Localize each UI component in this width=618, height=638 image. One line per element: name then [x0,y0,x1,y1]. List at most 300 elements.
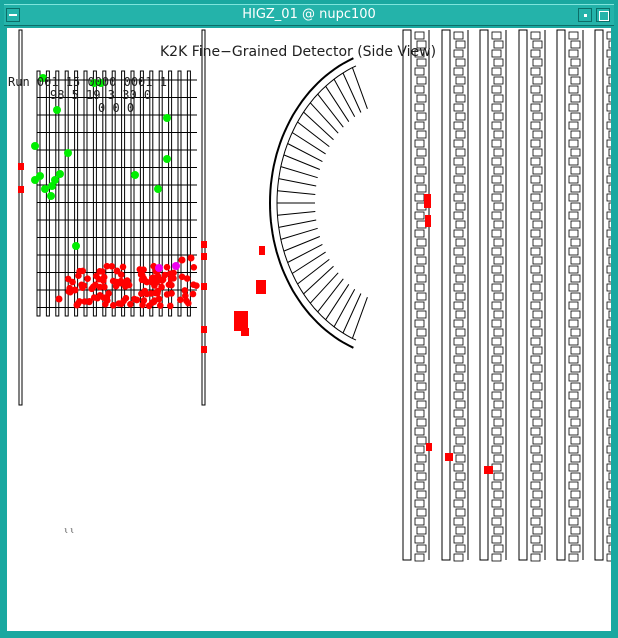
mrd-block [609,59,611,66]
mrd-block [607,284,611,291]
mrd-block [609,167,611,174]
mrd-block [454,104,463,111]
mrd-block [415,212,424,219]
mrd-block [492,518,501,525]
mrd-block [454,284,463,291]
mrd-block [456,41,465,48]
red-hit [114,268,121,275]
mrd-block [494,527,503,534]
mrd-block [571,257,580,264]
mrd-block [492,194,501,201]
mrd-block [492,338,501,345]
mrd-block [415,428,424,435]
mrd-block [492,50,501,57]
mrd-block [607,32,611,39]
mrd-block [531,446,540,453]
mrd-block [492,140,501,147]
mrd-block [609,293,611,300]
calorimeter-spoke [352,68,367,109]
mrd-block [456,275,465,282]
mrd-block [607,482,611,489]
mrd-block [415,86,424,93]
mrd-block [607,266,611,273]
mrd-block [492,464,501,471]
red-hit [69,279,76,286]
mrd-block [494,491,503,498]
mrd-block [492,158,501,165]
calorimeter-spoke [310,103,338,133]
mrd-block [415,158,424,165]
red-hit [80,268,87,275]
calorimeter-spoke [298,122,330,147]
mrd-block [456,167,465,174]
rail-hit [201,283,207,290]
green-hit [51,176,59,184]
red-hit [167,303,174,310]
mrd-block [417,527,426,534]
mrd-block [417,293,426,300]
mrd-block [571,275,580,282]
mrd-block [454,32,463,39]
mrd-block [531,122,540,129]
mrd-block [494,113,503,120]
mrd-block [569,266,578,273]
minimize-button[interactable] [578,8,592,22]
green-hit [64,149,72,157]
mrd-block [417,185,426,192]
mrd-block [607,248,611,255]
mrd-block [454,464,463,471]
mrd-block [454,50,463,57]
mrd-block [569,428,578,435]
mrd-block [571,185,580,192]
mrd-block [569,32,578,39]
mrd-block [607,194,611,201]
mrd-block [531,428,540,435]
mrd-block [417,59,426,66]
mrd-block [494,167,503,174]
mrd-block [607,338,611,345]
mrd-block [533,491,542,498]
mrd-block [569,500,578,507]
calorimeter-spoke [343,73,361,113]
mrd-block [607,464,611,471]
mrd-block [533,239,542,246]
mrd-block [533,365,542,372]
mrd-block [492,446,501,453]
mrd-block [454,536,463,543]
mrd-block [609,113,611,120]
mrd-block [415,554,424,561]
mrd-block [533,509,542,516]
mrd-block [533,347,542,354]
mrd-block [609,473,611,480]
mrd-block [533,275,542,282]
mrd-block [417,95,426,102]
mrd-block [494,149,503,156]
mrd-block [533,167,542,174]
mrd-block [454,122,463,129]
calorimeter-spoke [352,297,367,338]
mrd-block [456,203,465,210]
mrd-block [569,68,578,75]
mrd-block [609,365,611,372]
red-hit [164,291,171,298]
mrd-block [569,302,578,309]
red-hit [72,287,79,294]
mrd-block [607,302,611,309]
mrd-block [571,311,580,318]
mrd-block [415,32,424,39]
red-hit [99,268,106,275]
mrd-block [531,68,540,75]
mrd-block [454,446,463,453]
mrd-block [454,194,463,201]
mrd-block [415,446,424,453]
mrd-block [456,149,465,156]
mrd-block [456,455,465,462]
mrd-block [533,41,542,48]
mrd-block [569,140,578,147]
mrd-block [456,401,465,408]
rail-hit [201,241,207,248]
mrd-block [417,257,426,264]
mrd-block [571,293,580,300]
mrd-block [571,527,580,534]
mrd-block [533,527,542,534]
red-hit [179,257,186,264]
mrd-block [494,257,503,264]
mrd-block [533,131,542,138]
calorimeter-hit [256,280,266,294]
mrd-block [607,500,611,507]
red-hit [155,288,162,295]
mrd-block [454,140,463,147]
mrd-block [494,383,503,390]
mrd-block [494,41,503,48]
mrd-block [571,131,580,138]
mrd-block [417,491,426,498]
mrd-block [417,329,426,336]
mrd-block [456,77,465,84]
mrd-block [533,473,542,480]
mrd-block [415,500,424,507]
mrd-block [607,140,611,147]
calorimeter-spoke [326,284,349,320]
mrd-block [492,554,501,561]
green-hit [131,171,139,179]
mrd-block [494,347,503,354]
mrd-block [531,554,540,561]
mrd-block [415,338,424,345]
red-hit [104,294,111,301]
mrd-column [403,30,411,560]
red-hit [166,281,173,288]
mrd-block [456,239,465,246]
mrd-block [607,158,611,165]
event-display-canvas[interactable] [7,28,611,631]
mrd-block [415,374,424,381]
mrd-block [533,419,542,426]
mrd-block [456,527,465,534]
mrd-block [494,203,503,210]
red-hit [142,288,149,295]
mrd-block [492,536,501,543]
mrd-block [494,275,503,282]
mrd-block [607,320,611,327]
calorimeter-spoke [326,86,349,122]
calorimeter-spoke [298,259,330,284]
calorimeter-hit [241,328,249,336]
mrd-block [571,347,580,354]
red-hit [97,292,104,299]
red-hit [193,282,200,289]
mrd-block [494,365,503,372]
rail-hit [18,186,24,193]
mrd-block [569,158,578,165]
calorimeter-spoke [292,133,325,154]
mrd-block [417,275,426,282]
mrd-block [607,518,611,525]
mrd-block [569,104,578,111]
red-hit [120,264,127,271]
mrd-block [607,212,611,219]
maximize-button[interactable] [596,8,610,22]
mrd-block [569,464,578,471]
mrd-block [417,365,426,372]
mrd-block [569,356,578,363]
mrd-block [569,374,578,381]
mrd-block [531,158,540,165]
mrd-block [454,248,463,255]
red-hit [137,266,144,273]
calorimeter-spoke [310,273,338,303]
mrd-block [531,248,540,255]
red-hit [191,264,198,271]
mrd-block [454,176,463,183]
red-hit [101,284,108,291]
mrd-block [417,383,426,390]
mrd-block [417,347,426,354]
red-hit [123,295,130,302]
mrd-block [609,347,611,354]
mrd-block [456,131,465,138]
calorimeter-spoke [279,179,317,186]
mrd-block [456,491,465,498]
title-bar[interactable] [4,4,614,26]
mrd-block [609,77,611,84]
mrd-block [609,545,611,552]
mrd-block [454,428,463,435]
mrd-block [456,329,465,336]
mrd-block [609,437,611,444]
mrd-block [417,419,426,426]
mrd-block [609,527,611,534]
mrd-block [609,419,611,426]
red-hit [92,282,99,289]
mrd-block [417,509,426,516]
mrd-block [454,482,463,489]
mrd-column [442,30,450,560]
mrd-block [533,455,542,462]
mrd-block [531,302,540,309]
mrd-block [415,518,424,525]
mrd-block [533,203,542,210]
mrd-block [494,77,503,84]
mrd-block [607,554,611,561]
mrd-block [492,212,501,219]
mrd-block [454,338,463,345]
mrd-block [456,437,465,444]
mrd-block [494,509,503,516]
run-info [8,76,167,115]
calorimeter-spoke [279,220,317,227]
mrd-block [607,536,611,543]
mrd-hit [424,194,431,208]
mrd-block [494,221,503,228]
plot-title: K2K Fine−Grained Detector (Side View) [160,44,437,60]
mrd-block [531,464,540,471]
calorimeter-spoke [343,294,361,334]
mrd-block [417,131,426,138]
red-hit [127,301,134,308]
mrd-block [569,410,578,417]
red-hit [131,296,138,303]
mrd-block [607,410,611,417]
mrd-block [609,239,611,246]
green-hit [72,242,80,250]
red-hit [109,263,116,270]
mrd-block [607,68,611,75]
mrd-block [609,203,611,210]
mrd-block [533,113,542,120]
mrd-hit [484,466,493,474]
mrd-block [417,239,426,246]
mrd-block [609,275,611,282]
mrd-block [609,401,611,408]
red-hit [84,275,91,282]
mrd-block [454,320,463,327]
mrd-block [531,518,540,525]
mrd-block [417,437,426,444]
mrd-block [492,428,501,435]
mrd-block [571,383,580,390]
mrd-block [456,383,465,390]
mrd-block [456,473,465,480]
mrd-block [415,284,424,291]
mrd-block [454,158,463,165]
mrd-block [609,383,611,390]
mrd-block [454,356,463,363]
mrd-block [454,500,463,507]
mrd-block [417,545,426,552]
mrd-block [571,221,580,228]
mrd-block [533,185,542,192]
mrd-block [571,455,580,462]
red-hit [164,264,171,271]
mrd-block [454,230,463,237]
mrd-block [415,356,424,363]
mrd-block [492,374,501,381]
magenta-hit [155,264,163,272]
mrd-block [415,536,424,543]
mrd-block [571,41,580,48]
mrd-block [569,212,578,219]
red-hit [155,277,162,284]
red-hit [168,276,175,283]
mrd-block [415,176,424,183]
mrd-block [415,482,424,489]
mrd-block [571,149,580,156]
mrd-column [557,30,565,560]
mrd-block [571,401,580,408]
mrd-block [494,545,503,552]
mrd-block [569,230,578,237]
mrd-block [569,194,578,201]
mrd-block [607,230,611,237]
mrd-block [494,131,503,138]
mrd-block [609,311,611,318]
green-hit [154,185,162,193]
mrd-block [569,284,578,291]
mrd-block [531,104,540,111]
mrd-block [454,266,463,273]
mrd-block [415,410,424,417]
green-hit [163,114,171,122]
mrd-block [609,221,611,228]
mrd-block [533,77,542,84]
mrd-block [456,113,465,120]
calorimeter-hit [259,246,265,255]
mrd-block [415,68,424,75]
mrd-block [571,491,580,498]
mrd-block [492,230,501,237]
mrd-block [571,77,580,84]
maximize-icon [599,11,609,21]
mrd-block [609,131,611,138]
mrd-block [531,86,540,93]
mrd-block [569,536,578,543]
red-hit [56,296,63,303]
mrd-block [415,392,424,399]
mrd-block [607,428,611,435]
mrd-block [417,221,426,228]
calorimeter-spoke [334,79,355,117]
mrd-block [456,257,465,264]
mrd-block [531,392,540,399]
red-hit [116,300,123,307]
mrd-block [454,518,463,525]
run-info-line-1: Run 001 15 0000 0001 1 [8,75,167,89]
calorimeter-spoke [318,94,344,127]
mrd-block [571,365,580,372]
mrd-block [494,437,503,444]
mrd-block [569,122,578,129]
mrd-block [571,113,580,120]
mrd-block [492,32,501,39]
mrd-block [533,59,542,66]
mrd-block [533,545,542,552]
mrd-block [607,392,611,399]
mrd-block [569,446,578,453]
mrd-block [571,203,580,210]
mrd-block [571,239,580,246]
mrd-block [531,536,540,543]
mrd-block [492,392,501,399]
mrd-block [569,176,578,183]
mrd-block [415,230,424,237]
mrd-block [492,410,501,417]
